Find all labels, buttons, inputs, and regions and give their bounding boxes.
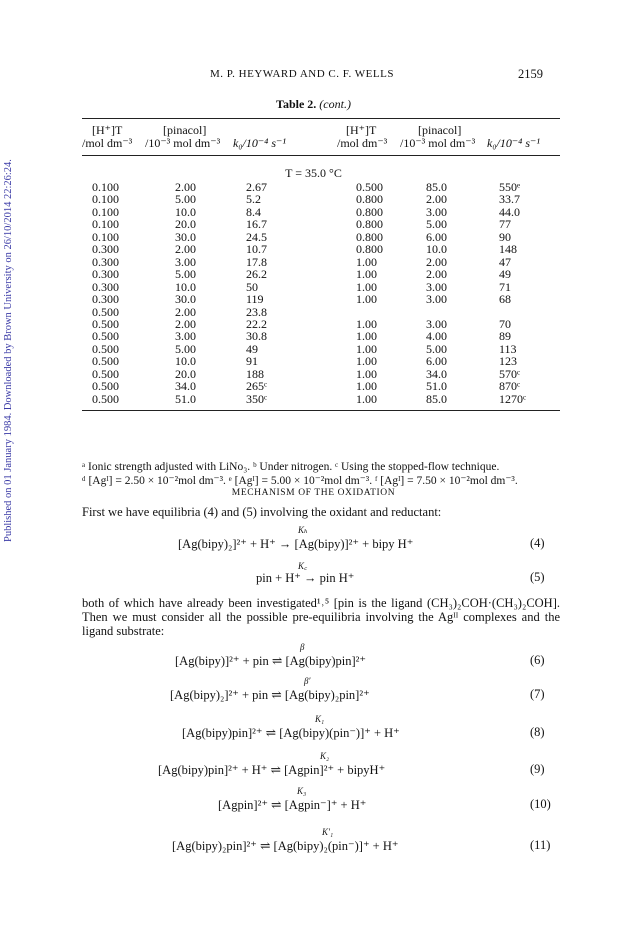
table-cell: 6.00 — [426, 229, 447, 244]
table-cell: 1.00 — [356, 366, 377, 381]
table-cell: 10.0 — [175, 204, 196, 219]
intro-text: First we have equilibria (4) and (5) involving the oxidant and reductant: — [82, 505, 442, 519]
table-cell: 20.0 — [175, 366, 196, 381]
table-cell: 0.500 — [92, 354, 119, 369]
table-cell: 71 — [499, 279, 511, 294]
col-unit-p-right: /10⁻³ mol dm⁻³ — [400, 136, 476, 150]
table-cell: 50 — [246, 279, 258, 294]
table-cell: 5.00 — [175, 267, 196, 282]
table-cell: 49 — [499, 267, 511, 282]
table-cell: 0.800 — [356, 217, 383, 232]
table-cell: 0.800 — [356, 242, 383, 257]
table-cell: 85.0 — [426, 180, 447, 194]
table-cell: 10.7 — [246, 242, 267, 257]
table-cell: 17.8 — [246, 254, 267, 269]
table-cell: 0.500 — [356, 180, 383, 194]
download-notice[interactable]: Published on 01 January 1984. Downloaded by Brown University on 26/10/2014 22:26:24. — [3, 159, 14, 542]
table-cell: 34.0 — [175, 379, 196, 394]
equation: [Ag(bipy)pin]²⁺ + H⁺ ⇌ [Agpin]²⁺ + bipyH⁺ — [158, 763, 386, 777]
table-cell: 265ᶜ — [246, 379, 268, 394]
equation: [Agpin]²⁺ ⇌ [Agpin⁻]⁺ + H⁺ — [218, 798, 367, 812]
page-number: 2159 — [518, 67, 543, 81]
table-cell: 70 — [499, 316, 511, 331]
table-cell: 26.2 — [246, 267, 267, 282]
table-cell: 2.00 — [426, 267, 447, 282]
table-caption — [0, 97, 627, 112]
col-header-p-right: [pinacol] — [418, 123, 462, 137]
table-cell: 1.00 — [356, 341, 377, 356]
equation-number: (7) — [530, 687, 545, 701]
equation: [Ag(bipy)₂]²⁺ + pin ⇌ [Ag(bipy)₂pin]²⁺ — [170, 688, 370, 702]
table-cell: 16.7 — [246, 217, 267, 232]
table-cell: 68 — [499, 292, 511, 307]
col-unit-h-left: /mol dm⁻³ — [82, 136, 133, 150]
table-cell: 0.500 — [92, 391, 119, 406]
table-cell: 0.100 — [92, 204, 119, 219]
table-cell: 0.500 — [92, 304, 119, 319]
table-cell: 0.100 — [92, 217, 119, 232]
table-cell: 23.8 — [246, 304, 267, 319]
table-cell: 1.00 — [356, 316, 377, 331]
authors: M. P. HEYWARD AND C. F. WELLS — [210, 68, 394, 80]
table-cell: 1.00 — [356, 354, 377, 369]
table-cell: 77 — [499, 217, 511, 232]
table-cell: 85.0 — [426, 391, 447, 406]
equation-number: (10) — [530, 797, 551, 811]
table-cell: 34.0 — [426, 366, 447, 381]
table-cell: 0.800 — [356, 192, 383, 207]
table-cell: 5.00 — [426, 341, 447, 356]
table-cell: 44.0 — [499, 204, 520, 219]
table-cell: 5.2 — [246, 192, 261, 207]
equilibrium-constant: K₃ — [297, 786, 307, 796]
equilibrium-constant: K꜀ — [298, 561, 308, 571]
col-unit-p-left: /10⁻³ mol dm⁻³ — [145, 136, 221, 150]
table-cell: 1.00 — [356, 267, 377, 282]
col-header-p-left: [pinacol] — [163, 123, 207, 137]
equation-number: (11) — [530, 838, 551, 852]
table-cell: 51.0 — [175, 391, 196, 406]
table-cell: 91 — [246, 354, 258, 369]
col-unit-h-right: /mol dm⁻³ — [337, 136, 388, 150]
temperature-label: T = 35.0 °C — [285, 166, 342, 180]
table-cell: 1.00 — [356, 379, 377, 394]
table-cell: 5.00 — [426, 217, 447, 232]
table-cell: 0.100 — [92, 192, 119, 207]
table-cell: 1.00 — [356, 279, 377, 294]
equilibrium-constant: K₁ — [315, 714, 325, 724]
table-cell: 1.00 — [356, 254, 377, 269]
table-cell: 8.4 — [246, 204, 261, 219]
table-cell: 1.00 — [356, 391, 377, 406]
table-cell: 148 — [499, 242, 517, 257]
table-cell: 3.00 — [426, 316, 447, 331]
table-cell: 0.300 — [92, 254, 119, 269]
table-cell: 0.300 — [92, 242, 119, 257]
table-cell: 30.0 — [175, 229, 196, 244]
footnote-line-1: ᵃ Ionic strength adjusted with LiNo₃. ᵇ Under nitrogen. ᶜ Using the stopped-flow technique. — [82, 461, 500, 473]
equation: pin + H⁺ → pin H⁺ — [256, 571, 355, 585]
table-cell: 1.00 — [356, 292, 377, 307]
table-cell: 2.67 — [246, 180, 267, 194]
table-cell: 3.00 — [175, 254, 196, 269]
table-cell: 3.00 — [426, 279, 447, 294]
table-cell: 2.00 — [175, 242, 196, 257]
table-cell: 0.500 — [92, 329, 119, 344]
table-cell: 51.0 — [426, 379, 447, 394]
table-cell: 6.00 — [426, 354, 447, 369]
table-cell: 89 — [499, 329, 511, 344]
equation: [Ag(bipy)₂pin]²⁺ ⇌ [Ag(bipy)₂(pin⁻)]⁺ + H⁺ — [172, 839, 399, 853]
equation-number: (5) — [530, 570, 545, 584]
table-cell: 2.00 — [175, 180, 196, 194]
table-cell: 123 — [499, 354, 517, 369]
table-cell: 550ᵉ — [499, 180, 521, 194]
table-cell: 570ᶜ — [499, 366, 521, 381]
table-cell: 22.2 — [246, 316, 267, 331]
equation-number: (6) — [530, 653, 545, 667]
body-paragraph: both of which have already been investigated¹˒⁵ [pin is the ligand (CH₃)₂COH·(CH₃)₂COH]. Then we must consider all the possible pre-equilibria involving the Agᴵᴵ complexes and the ligand substrate: — [82, 596, 560, 638]
table-cell: 0.500 — [92, 379, 119, 394]
table-bottom-rule — [82, 410, 560, 411]
table-cell: 10.0 — [175, 279, 196, 294]
table-cell: 33.7 — [499, 192, 520, 207]
table-cell: 3.00 — [175, 329, 196, 344]
table-cell: 30.8 — [246, 329, 267, 344]
equilibrium-constant: β — [300, 642, 305, 652]
table-cell: 47 — [499, 254, 511, 269]
equation: [Ag(bipy)]²⁺ + pin ⇌ [Ag(bipy)pin]²⁺ — [175, 654, 366, 668]
table-caption-rest: (cont.) — [316, 97, 351, 111]
table-label: Table 2. — [276, 97, 317, 111]
table-cell: 2.00 — [175, 304, 196, 319]
table-cell: 0.500 — [92, 316, 119, 331]
table-cell: 3.00 — [426, 292, 447, 307]
table-cell: 2.00 — [426, 254, 447, 269]
col-header-h-right: [H⁺]T — [346, 123, 377, 137]
section-title: MECHANISM OF THE OXIDATION — [231, 488, 396, 498]
table-cell: 0.800 — [356, 204, 383, 219]
table-cell: 2.00 — [426, 192, 447, 207]
col-header-k-left: k₀/10⁻⁴ s⁻¹ — [233, 136, 286, 150]
table-cell: 0.300 — [92, 279, 119, 294]
table-cell: 24.5 — [246, 229, 267, 244]
equation-number: (8) — [530, 725, 545, 739]
table-cell: 1.00 — [356, 329, 377, 344]
table-cell: 188 — [246, 366, 264, 381]
table-footnotes — [82, 460, 562, 488]
table-cell: 3.00 — [426, 204, 447, 219]
equilibrium-constant: β′ — [304, 676, 311, 686]
equilibrium-constant: K′₁ — [322, 827, 334, 837]
equilibrium-constant: K₂ — [320, 751, 330, 761]
table-cell: 10.0 — [175, 354, 196, 369]
table-cell: 0.300 — [92, 292, 119, 307]
table-cell: 90 — [499, 229, 511, 244]
equation: [Ag(bipy)₂]²⁺ + H⁺ → [Ag(bipy)]²⁺ + bipy H⁺ — [178, 537, 414, 551]
table-top-rule — [82, 118, 560, 119]
equation-number: (9) — [530, 762, 545, 776]
table-cell: 0.500 — [92, 341, 119, 356]
table-cell: 0.800 — [356, 229, 383, 244]
table-cell: 2.00 — [175, 316, 196, 331]
table-cell: 119 — [246, 292, 264, 307]
table-cell: 113 — [499, 341, 517, 356]
table-cell: 4.00 — [426, 329, 447, 344]
table-cell: 0.500 — [92, 366, 119, 381]
table-cell: 0.100 — [92, 180, 119, 194]
table-cell: 10.0 — [426, 242, 447, 257]
table-cell: 20.0 — [175, 217, 196, 232]
equilibrium-constant: Kₕ — [298, 525, 308, 535]
footnote-line-2: ᵈ [Agᴵ] = 2.50 × 10⁻²mol dm⁻³. ᵉ [Agᴵ] = 5.00 × 10⁻²mol dm⁻³. ᶠ [Agᴵ] = 7.50 × 10⁻²mol dm⁻³. — [82, 475, 518, 487]
table-cell: 5.00 — [175, 341, 196, 356]
equation: [Ag(bipy)pin]²⁺ ⇌ [Ag(bipy)(pin⁻)]⁺ + H⁺ — [182, 726, 400, 740]
table-cell: 0.100 — [92, 229, 119, 244]
table-header-rule — [82, 155, 560, 156]
table-cell: 0.300 — [92, 267, 119, 282]
table-cell: 5.00 — [175, 192, 196, 207]
table-cell: 870ᶜ — [499, 379, 521, 394]
equation-number: (4) — [530, 536, 545, 550]
running-header — [0, 68, 627, 84]
table-cell: 1270ᶜ — [499, 391, 527, 406]
col-header-k-right: k₀/10⁻⁴ s⁻¹ — [487, 136, 540, 150]
table-cell: 49 — [246, 341, 258, 356]
table-cell: 350ᶜ — [246, 391, 268, 406]
table-cell: 30.0 — [175, 292, 196, 307]
col-header-h-left: [H⁺]T — [92, 123, 123, 137]
